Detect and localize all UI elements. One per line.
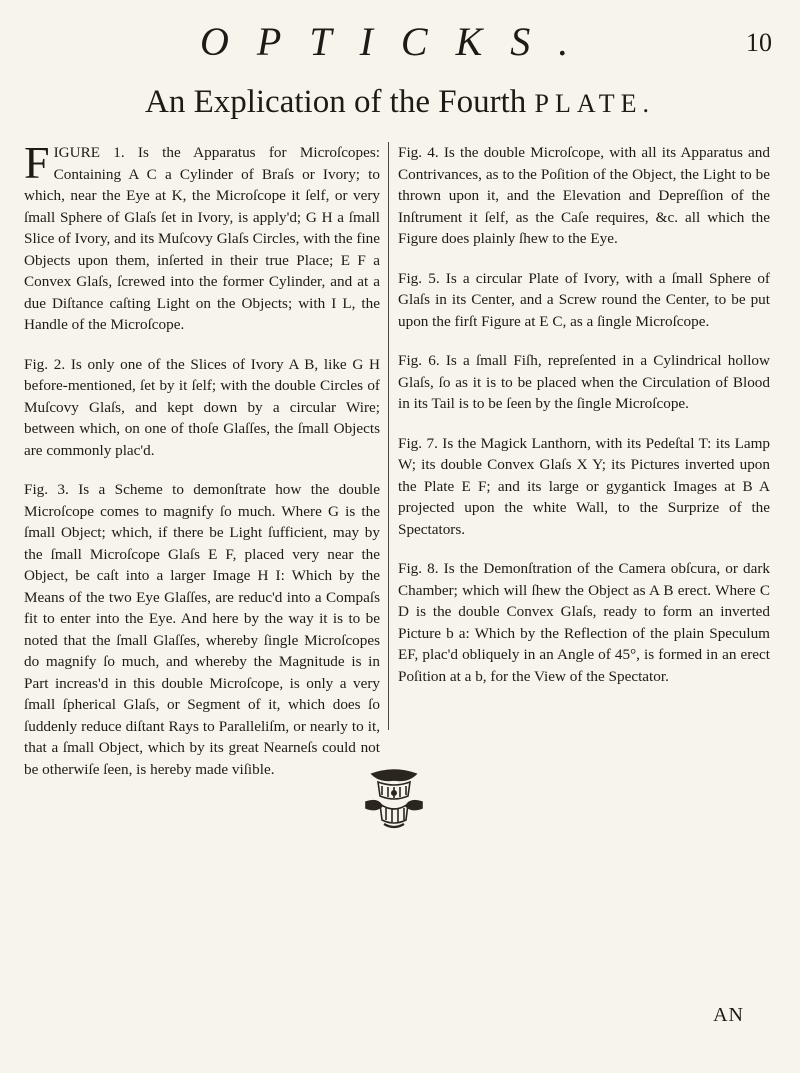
paragraph-fig-5: Fig. 5. Is a circular Plate of Ivory, with a ſmall Sphere of Glaſs in its Center, and a Screw round the Center, to be put upon the firſt Figure at E C, as a ſingle Microſcope. xyxy=(398,269,770,330)
paragraph-fig-8: Fig. 8. Is the Demonſtration of the Camera obſcura, or dark Chamber; which will ſhew the Object as A B erect. Where C D is the double Convex Glaſs, ready to form an inverted Picture b a: Which by the Reflection of the plain Speculum EF, plac'd obliquely in an Angle of 45°, is formed in an erect Poſition at a b, for the View of the Spectator. xyxy=(398,560,770,685)
paragraph-fig-3: Fig. 3. Is a Scheme to demonſtrate how the double Microſcope comes to magnify ſo much. Where G is the ſmall Object; which, if there be Light ſufficient, may by the ſmall Microſcope Glaſs E F, placed very near the Object, be caſt into a larger Image H I: Which by the Means of the two Eye Glaſſes, are reduc'd into a Compaſs fit to enter into the Eye. And here by the way it is to be noted that the ſmall Glaſſes, whereby ſingle Microſcopes do magnify ſo much, and whereby the Magnitude is in Part increas'd in this double Microſcope, is only a very ſmall ſpherical Glaſs, or Segment of it, which does ſo ſuddenly reduce diſtant Rays to Paralleliſm, or nearly to it, that a ſmall Object, which by its great Nearneſs could not be otherwiſe ſeen, is hereby made viſible. xyxy=(24,481,380,778)
running-title: OPTICKS. xyxy=(200,19,597,64)
paragraph-text: IGURE 1. Is the Apparatus for Microſcopes: Containing A C a Cylinder of Braſs or Ivory; to which, near the Eye at K, the Microſcope it ſelf, or very ſmall Sphere of Glaſs ſet in Ivory, is apply'd; G H a ſmall Slice of Ivory, and its Muſcovy Glaſs Circles, with the fine Objects upon them, inſerted in their true Place; E F a Convex Glaſs, ſcrewed into the former Cylinder, and at a due Diſtance caſting Light on the Objects; with I L, the Handle of the Microſcope. xyxy=(24,144,380,333)
right-column xyxy=(398,142,770,705)
left-column xyxy=(24,137,389,778)
page-number: 10 xyxy=(746,28,772,57)
printers-ornament-icon xyxy=(358,768,430,830)
paragraph-fig-4: Fig. 4. Is the double Microſcope, with all its Apparatus and Contrivances, as to the Poſition of the Object, the Light to be thrown upon it, and the Elevation and Depreſſion of the Inſtrument it ſelf, as the Caſe requires, &c. all which the Figure does plainly ſhew to the Eye. xyxy=(398,144,770,247)
plate-title xyxy=(0,84,800,121)
running-head xyxy=(0,18,800,68)
catchword: AN xyxy=(713,1004,744,1026)
plate-title-prefix: An Explication of the Fourth xyxy=(144,84,535,120)
paragraph-fig-7: Fig. 7. Is the Magick Lanthorn, with its Pedeſtal T: its Lamp W; its double Convex Glaſs X Y; its Pictures inverted upon the Plate E F; and its large or gygantick Images at B A projected upon the white Wall, to the Surprize of the Spectators. xyxy=(398,434,770,538)
paragraph-fig-6: Fig. 6. Is a ſmall Fiſh, repreſented in a Cylindrical hollow Glaſs, ſo as it is to be placed when the Circulation of Blood in its Tail is to be ſeen by the ſingle Microſcope. xyxy=(398,352,770,412)
drop-cap: F xyxy=(24,137,50,188)
plate-title-plate: PLATE. xyxy=(534,89,656,118)
paragraph-fig-1 xyxy=(24,137,380,336)
paragraph-fig-2: Fig. 2. Is only one of the Slices of Ivory A B, like G H before-mentioned, ſet by it ſelf; with the double Circles of Muſcovy Glaſs, and kept down by a circular Wire; between which, on one of thoſe Glaſſes, the ſmall Objects are commonly plac'd. xyxy=(24,355,380,459)
